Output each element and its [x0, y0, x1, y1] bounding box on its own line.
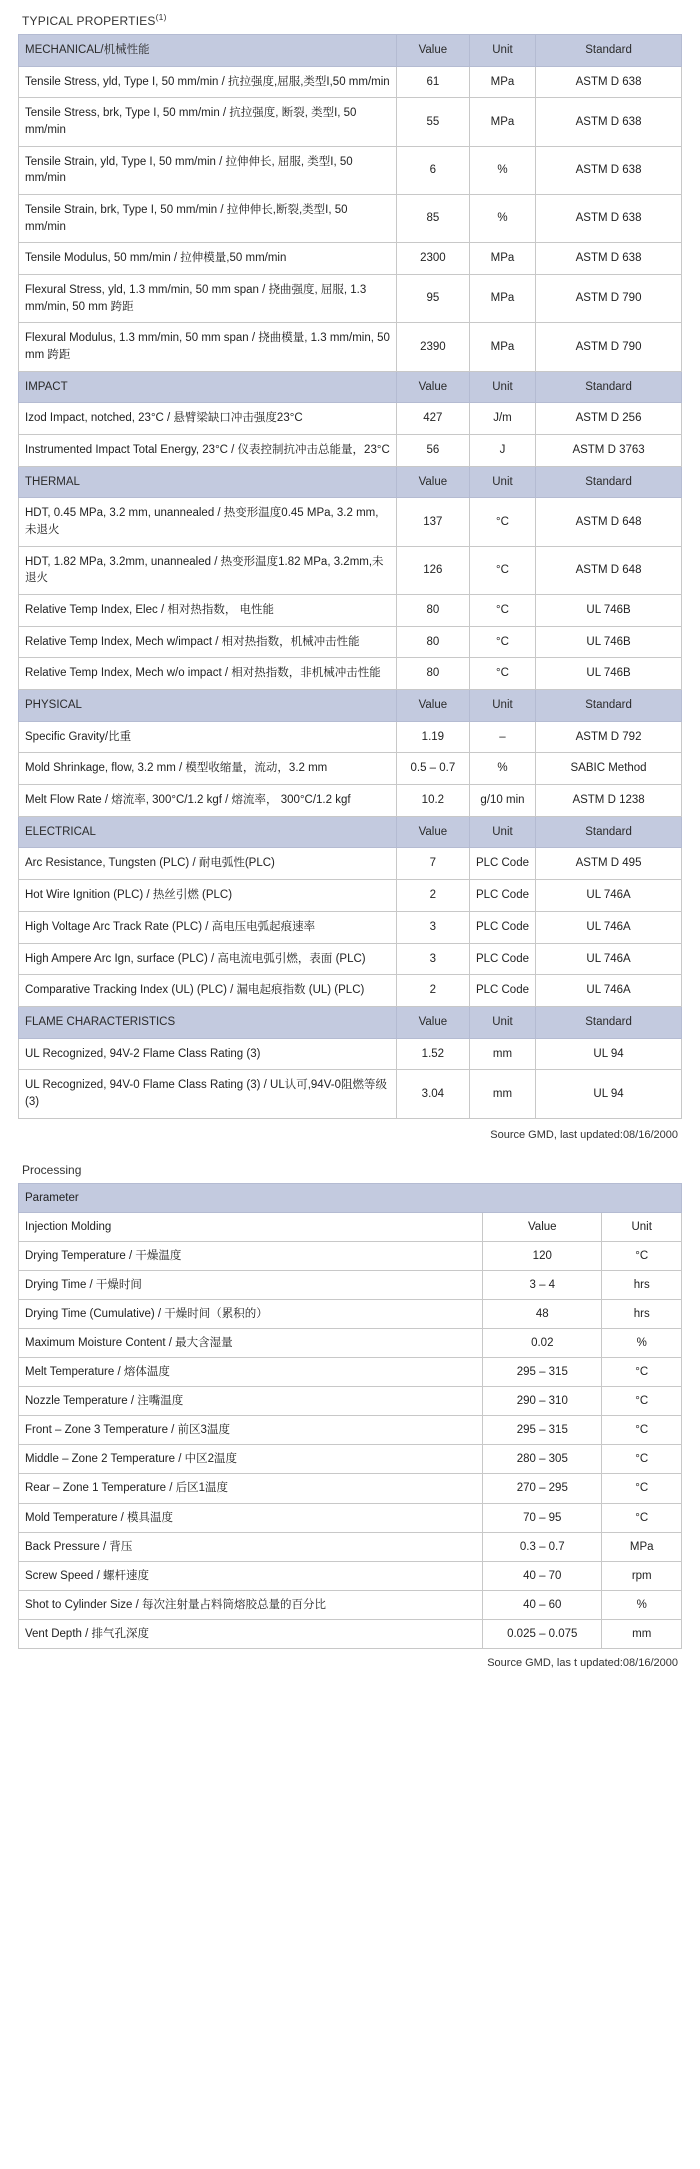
property-value-cell: 85 [396, 195, 469, 243]
property-value-cell: 3 [396, 911, 469, 943]
typical-properties-label: TYPICAL PROPERTIES [22, 14, 156, 28]
property-unit-cell: J [469, 435, 535, 467]
processing-parameter-name-cell: Nozzle Temperature / 注嘴温度 [19, 1387, 483, 1416]
property-name-cell: High Voltage Arc Track Rate (PLC) / 高电压电弧起痕速率 [19, 911, 397, 943]
typical-properties-title [18, 8, 682, 34]
property-unit-cell: °C [469, 498, 535, 546]
property-name-cell: Tensile Stress, yld, Type I, 50 mm/min / 抗拉强度,屈服,类型I,50 mm/min [19, 66, 397, 98]
property-unit-cell: % [469, 146, 535, 194]
table-row [19, 146, 682, 194]
processing-unit-column-header: Unit [602, 1212, 682, 1241]
table-row [19, 1299, 682, 1328]
table-row [19, 1038, 682, 1070]
processing-title: Processing [22, 1162, 82, 1177]
processing-unit-cell: rpm [602, 1561, 682, 1590]
processing-parameter-name-cell: Drying Time / 干燥时间 [19, 1270, 483, 1299]
value-column-header: Value [396, 690, 469, 722]
processing-unit-cell: MPa [602, 1532, 682, 1561]
property-group-name: THERMAL [19, 466, 397, 498]
property-standard-cell: UL 746A [536, 880, 682, 912]
table-row [19, 275, 682, 323]
table-row [19, 546, 682, 594]
property-value-cell: 10.2 [396, 785, 469, 817]
property-value-cell: 80 [396, 595, 469, 627]
property-name-cell: Flexural Modulus, 1.3 mm/min, 50 mm span / 挠曲模量, 1.3 mm/min, 50 mm 跨距 [19, 323, 397, 371]
property-value-cell: 1.19 [396, 721, 469, 753]
property-standard-cell: ASTM D 638 [536, 195, 682, 243]
table-row [19, 1503, 682, 1532]
property-standard-cell: ASTM D 792 [536, 721, 682, 753]
property-value-cell: 1.52 [396, 1038, 469, 1070]
processing-value-cell: 280 – 305 [483, 1445, 602, 1474]
unit-column-header: Unit [469, 466, 535, 498]
processing-parameter-name-cell: Front – Zone 3 Temperature / 前区3温度 [19, 1416, 483, 1445]
processing-value-cell: 120 [483, 1241, 602, 1270]
unit-column-header: Unit [469, 690, 535, 722]
property-name-cell: Relative Temp Index, Mech w/impact / 相对热指数，机械冲击性能 [19, 626, 397, 658]
processing-parameter-label: Parameter [19, 1183, 682, 1212]
property-unit-cell: MPa [469, 66, 535, 98]
property-name-cell: UL Recognized, 94V-0 Flame Class Rating (3) / UL认可,94V-0阻燃等级(3) [19, 1070, 397, 1118]
property-name-cell: Melt Flow Rate / 熔流率, 300°C/1.2 kgf / 熔流率， 300°C/1.2 kgf [19, 785, 397, 817]
processing-parameter-name-cell: Back Pressure / 背压 [19, 1532, 483, 1561]
property-unit-cell: °C [469, 658, 535, 690]
property-value-cell: 80 [396, 626, 469, 658]
table-row [19, 1358, 682, 1387]
property-unit-cell: °C [469, 626, 535, 658]
table-row [19, 1387, 682, 1416]
property-standard-cell: ASTM D 638 [536, 243, 682, 275]
standard-column-header: Standard [536, 1006, 682, 1038]
processing-unit-cell: °C [602, 1503, 682, 1532]
property-standard-cell: ASTM D 638 [536, 146, 682, 194]
processing-value-cell: 0.3 – 0.7 [483, 1532, 602, 1561]
standard-column-header: Standard [536, 35, 682, 67]
property-standard-cell: ASTM D 495 [536, 848, 682, 880]
processing-unit-cell: % [602, 1590, 682, 1619]
property-name-cell: Tensile Strain, yld, Type I, 50 mm/min / 拉伸伸长, 屈服, 类型I, 50 mm/min [19, 146, 397, 194]
table-row [19, 323, 682, 371]
property-standard-cell: UL 94 [536, 1038, 682, 1070]
processing-parameter-name-cell: Vent Depth / 排气孔深度 [19, 1619, 483, 1648]
property-unit-cell: PLC Code [469, 975, 535, 1007]
property-standard-cell: UL 746A [536, 911, 682, 943]
processing-parameter-name-cell: Shot to Cylinder Size / 每次注射量占料筒熔胶总量的百分比 [19, 1590, 483, 1619]
property-unit-cell: g/10 min [469, 785, 535, 817]
processing-value-cell: 40 – 70 [483, 1561, 602, 1590]
property-name-cell: Comparative Tracking Index (UL) (PLC) / 漏电起痕指数 (UL) (PLC) [19, 975, 397, 1007]
table-row [19, 1474, 682, 1503]
processing-value-cell: 295 – 315 [483, 1358, 602, 1387]
property-group-header [19, 690, 682, 722]
property-group-header [19, 466, 682, 498]
property-value-cell: 126 [396, 546, 469, 594]
table-row [19, 403, 682, 435]
property-value-cell: 6 [396, 146, 469, 194]
table-row [19, 848, 682, 880]
processing-value-cell: 0.025 – 0.075 [483, 1619, 602, 1648]
property-group-name: FLAME CHARACTERISTICS [19, 1006, 397, 1038]
property-unit-cell: % [469, 753, 535, 785]
property-standard-cell: ASTM D 790 [536, 323, 682, 371]
table-row [19, 1532, 682, 1561]
unit-column-header: Unit [469, 35, 535, 67]
processing-unit-cell: °C [602, 1445, 682, 1474]
table-row [19, 1590, 682, 1619]
property-standard-cell: ASTM D 1238 [536, 785, 682, 817]
property-value-cell: 3 [396, 943, 469, 975]
property-value-cell: 7 [396, 848, 469, 880]
processing-subsection-header [19, 1212, 682, 1241]
property-unit-cell: mm [469, 1038, 535, 1070]
table-row [19, 1445, 682, 1474]
unit-column-header: Unit [469, 816, 535, 848]
property-standard-cell: UL 746A [536, 975, 682, 1007]
value-column-header: Value [396, 371, 469, 403]
processing-unit-cell: °C [602, 1474, 682, 1503]
property-value-cell: 80 [396, 658, 469, 690]
property-name-cell: Hot Wire Ignition (PLC) / 热丝引燃 (PLC) [19, 880, 397, 912]
table-row [19, 195, 682, 243]
property-value-cell: 2 [396, 975, 469, 1007]
property-name-cell: Relative Temp Index, Mech w/o impact / 相对热指数，非机械冲击性能 [19, 658, 397, 690]
standard-column-header: Standard [536, 466, 682, 498]
unit-column-header: Unit [469, 371, 535, 403]
processing-value-cell: 3 – 4 [483, 1270, 602, 1299]
table-row [19, 1270, 682, 1299]
property-unit-cell: PLC Code [469, 911, 535, 943]
property-unit-cell: °C [469, 546, 535, 594]
processing-unit-cell: °C [602, 1416, 682, 1445]
property-value-cell: 56 [396, 435, 469, 467]
table-row [19, 721, 682, 753]
property-unit-cell: MPa [469, 275, 535, 323]
properties-source-note: Source GMD, last updated:08/16/2000 [490, 1128, 678, 1141]
property-value-cell: 2390 [396, 323, 469, 371]
value-column-header: Value [396, 816, 469, 848]
processing-parameter-name-cell: Maximum Moisture Content / 最大含湿量 [19, 1329, 483, 1358]
property-name-cell: Specific Gravity/比重 [19, 721, 397, 753]
table-row [19, 1241, 682, 1270]
property-name-cell: Tensile Strain, brk, Type I, 50 mm/min / 拉伸伸长,断裂,类型I, 50 mm/min [19, 195, 397, 243]
unit-column-header: Unit [469, 1006, 535, 1038]
processing-value-cell: 0.02 [483, 1329, 602, 1358]
table-row [19, 1561, 682, 1590]
property-name-cell: Flexural Stress, yld, 1.3 mm/min, 50 mm span / 挠曲强度, 屈服, 1.3 mm/min, 50 mm 跨距 [19, 275, 397, 323]
property-group-header [19, 371, 682, 403]
processing-parameter-name-cell: Mold Temperature / 模具温度 [19, 1503, 483, 1532]
processing-parameter-name-cell: Drying Temperature / 干燥温度 [19, 1241, 483, 1270]
table-row [19, 626, 682, 658]
property-standard-cell: UL 746B [536, 626, 682, 658]
property-value-cell: 427 [396, 403, 469, 435]
property-name-cell: High Ampere Arc Ign, surface (PLC) / 高电流电弧引燃，表面 (PLC) [19, 943, 397, 975]
property-unit-cell: MPa [469, 323, 535, 371]
processing-unit-cell: mm [602, 1619, 682, 1648]
table-row [19, 595, 682, 627]
property-group-name: PHYSICAL [19, 690, 397, 722]
property-name-cell: Izod Impact, notched, 23°C / 悬臂梁缺口冲击强度23°C [19, 403, 397, 435]
processing-value-column-header: Value [483, 1212, 602, 1241]
processing-unit-cell: °C [602, 1387, 682, 1416]
property-name-cell: Tensile Modulus, 50 mm/min / 拉伸模量,50 mm/min [19, 243, 397, 275]
property-value-cell: 61 [396, 66, 469, 98]
property-name-cell: Instrumented Impact Total Energy, 23°C / 仪表控制抗冲击总能量，23°C [19, 435, 397, 467]
property-value-cell: 0.5 – 0.7 [396, 753, 469, 785]
table-row [19, 785, 682, 817]
processing-value-cell: 290 – 310 [483, 1387, 602, 1416]
property-standard-cell: UL 94 [536, 1070, 682, 1118]
table-row [19, 498, 682, 546]
property-value-cell: 2300 [396, 243, 469, 275]
value-column-header: Value [396, 35, 469, 67]
standard-column-header: Standard [536, 816, 682, 848]
property-group-header [19, 816, 682, 848]
property-name-cell: Relative Temp Index, Elec / 相对热指数， 电性能 [19, 595, 397, 627]
standard-column-header: Standard [536, 690, 682, 722]
property-unit-cell: °C [469, 595, 535, 627]
table-row [19, 911, 682, 943]
table-row [19, 975, 682, 1007]
property-standard-cell: UL 746A [536, 943, 682, 975]
property-standard-cell: ASTM D 638 [536, 66, 682, 98]
property-value-cell: 137 [396, 498, 469, 546]
property-unit-cell: MPa [469, 243, 535, 275]
table-row [19, 943, 682, 975]
property-standard-cell: ASTM D 790 [536, 275, 682, 323]
property-unit-cell: mm [469, 1070, 535, 1118]
processing-unit-cell: hrs [602, 1299, 682, 1328]
property-unit-cell: PLC Code [469, 848, 535, 880]
table-row [19, 98, 682, 146]
property-value-cell: 95 [396, 275, 469, 323]
processing-unit-cell: °C [602, 1358, 682, 1387]
injection-molding-label: Injection Molding [19, 1212, 483, 1241]
processing-parameter-name-cell: Rear – Zone 1 Temperature / 后区1温度 [19, 1474, 483, 1503]
table-row [19, 1416, 682, 1445]
property-unit-cell: MPa [469, 98, 535, 146]
table-row [19, 1619, 682, 1648]
property-group-name: MECHANICAL/机械性能 [19, 35, 397, 67]
table-row [19, 66, 682, 98]
property-name-cell: UL Recognized, 94V-2 Flame Class Rating (3) [19, 1038, 397, 1070]
property-standard-cell: ASTM D 3763 [536, 435, 682, 467]
processing-value-cell: 40 – 60 [483, 1590, 602, 1619]
property-group-header [19, 35, 682, 67]
processing-unit-cell: °C [602, 1241, 682, 1270]
property-name-cell: HDT, 0.45 MPa, 3.2 mm, unannealed / 热变形温度0.45 MPa, 3.2 mm,未退火 [19, 498, 397, 546]
property-unit-cell: J/m [469, 403, 535, 435]
typical-properties-table [18, 34, 682, 1119]
property-name-cell: Tensile Stress, brk, Type I, 50 mm/min / 抗拉强度, 断裂, 类型I, 50 mm/min [19, 98, 397, 146]
processing-parameter-header [19, 1183, 682, 1212]
value-column-header: Value [396, 1006, 469, 1038]
processing-unit-cell: hrs [602, 1270, 682, 1299]
table-row [19, 1329, 682, 1358]
processing-table [18, 1183, 682, 1650]
property-unit-cell: – [469, 721, 535, 753]
processing-parameter-name-cell: Screw Speed / 螺杆速度 [19, 1561, 483, 1590]
processing-parameter-name-cell: Middle – Zone 2 Temperature / 中区2温度 [19, 1445, 483, 1474]
table-row [19, 435, 682, 467]
property-value-cell: 3.04 [396, 1070, 469, 1118]
typical-properties-footnote-marker: (1) [155, 12, 167, 22]
property-standard-cell: SABIC Method [536, 753, 682, 785]
property-standard-cell: UL 746B [536, 658, 682, 690]
property-name-cell: Arc Resistance, Tungsten (PLC) / 耐电弧性(PLC) [19, 848, 397, 880]
property-group-name: IMPACT [19, 371, 397, 403]
processing-unit-cell: % [602, 1329, 682, 1358]
table-row [19, 1070, 682, 1118]
processing-value-cell: 270 – 295 [483, 1474, 602, 1503]
processing-parameter-name-cell: Melt Temperature / 熔体温度 [19, 1358, 483, 1387]
table-row [19, 658, 682, 690]
property-name-cell: HDT, 1.82 MPa, 3.2mm, unannealed / 热变形温度1.82 MPa, 3.2mm,未退火 [19, 546, 397, 594]
property-unit-cell: PLC Code [469, 880, 535, 912]
property-standard-cell: ASTM D 648 [536, 498, 682, 546]
processing-value-cell: 70 – 95 [483, 1503, 602, 1532]
property-unit-cell: % [469, 195, 535, 243]
property-standard-cell: UL 746B [536, 595, 682, 627]
property-value-cell: 55 [396, 98, 469, 146]
standard-column-header: Standard [536, 371, 682, 403]
processing-source-note: Source GMD, las t updated:08/16/2000 [487, 1657, 678, 1670]
processing-value-cell: 295 – 315 [483, 1416, 602, 1445]
property-standard-cell: ASTM D 648 [536, 546, 682, 594]
processing-parameter-name-cell: Drying Time (Cumulative) / 干燥时间（累积的） [19, 1299, 483, 1328]
property-group-header [19, 1006, 682, 1038]
property-standard-cell: ASTM D 638 [536, 98, 682, 146]
value-column-header: Value [396, 466, 469, 498]
table-row [19, 753, 682, 785]
table-row [19, 243, 682, 275]
property-name-cell: Mold Shrinkage, flow, 3.2 mm / 模型收缩量，流动，3.2 mm [19, 753, 397, 785]
table-row [19, 880, 682, 912]
processing-value-cell: 48 [483, 1299, 602, 1328]
property-value-cell: 2 [396, 880, 469, 912]
property-group-name: ELECTRICAL [19, 816, 397, 848]
property-unit-cell: PLC Code [469, 943, 535, 975]
property-standard-cell: ASTM D 256 [536, 403, 682, 435]
